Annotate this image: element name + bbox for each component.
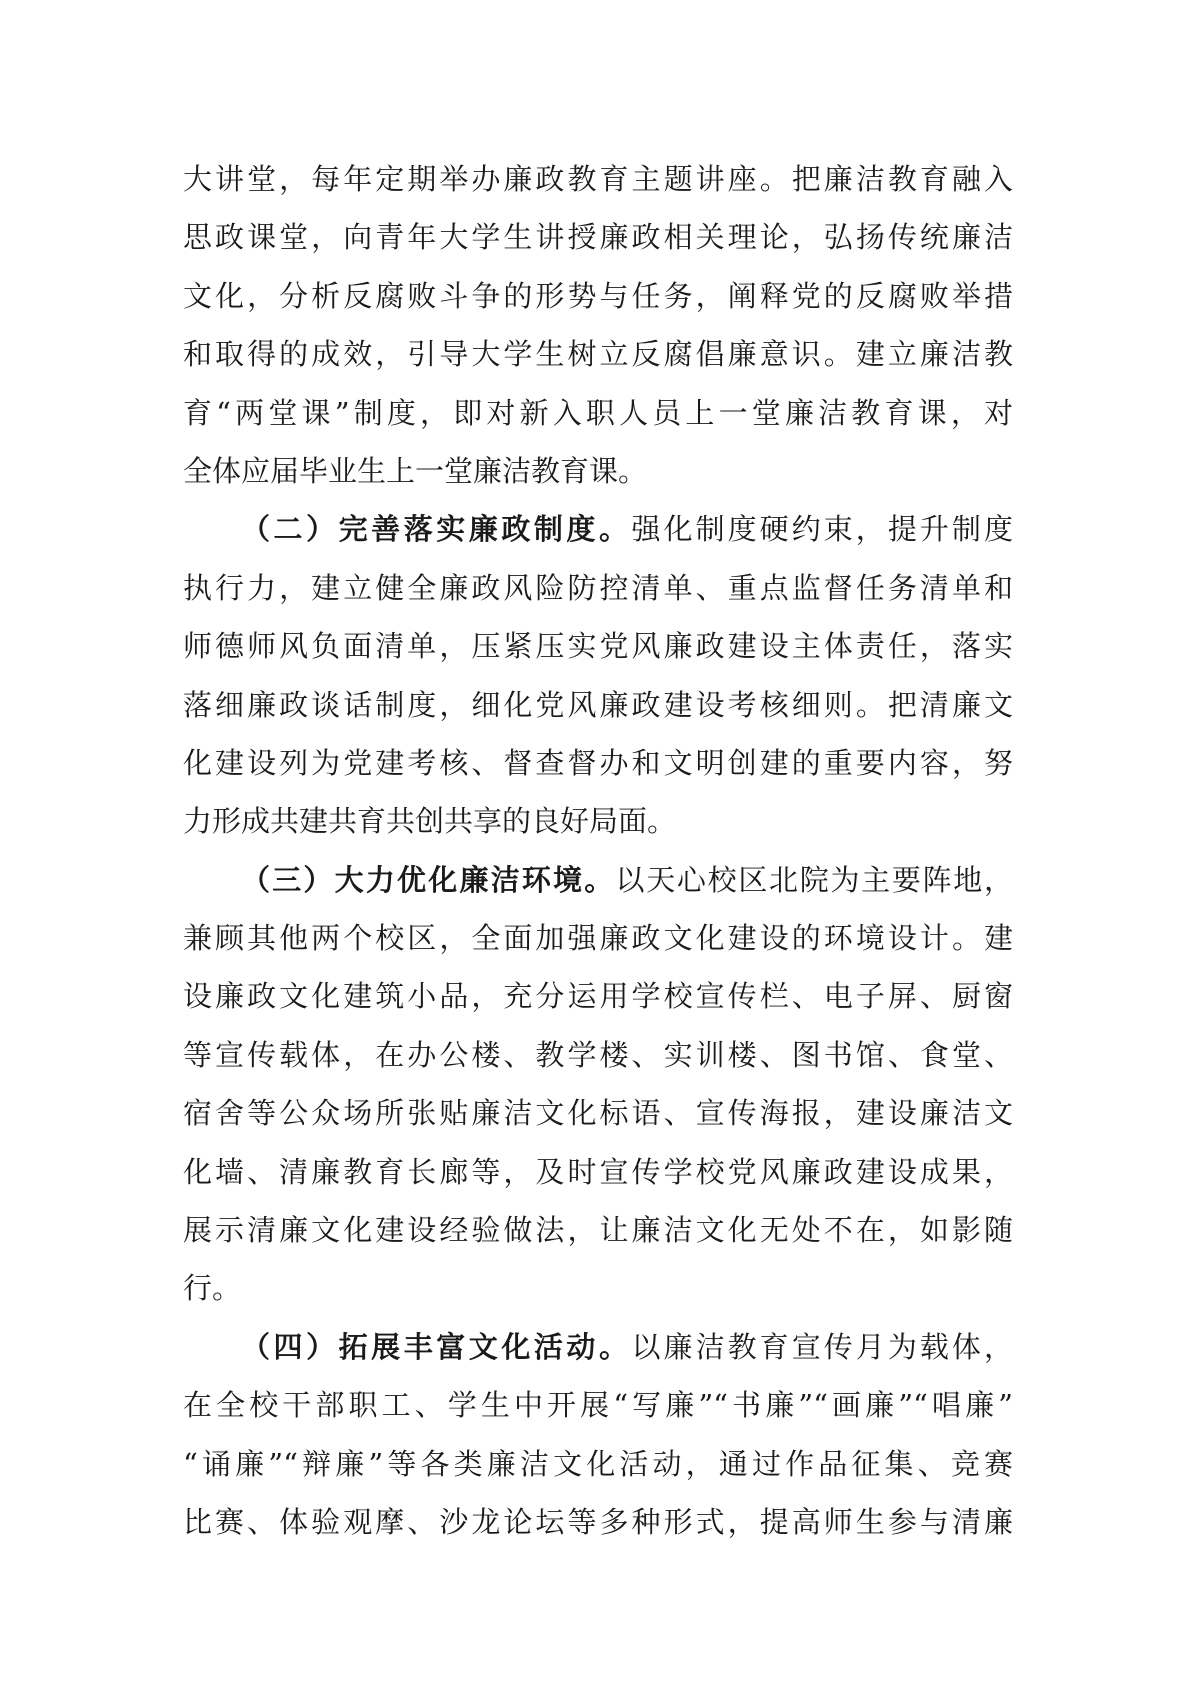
- section-lead-text: 强化制度硬约束，提升制度: [631, 512, 1013, 547]
- text-line: 在全校干部职工、学生中开展“写廉”“书廉”“画廉”“唱廉”: [183, 1388, 1013, 1423]
- text-line: 等宣传载体，在办公楼、教学楼、实训楼、图书馆、食堂、: [183, 1037, 1013, 1072]
- paragraph-section-4: [183, 1318, 1013, 1552]
- text-line: 大讲堂，每年定期举办廉政教育主题讲座。把廉洁教育融入: [183, 162, 1013, 196]
- section-heading: （二）完善落实廉政制度。: [241, 512, 632, 547]
- section-first-line: [183, 500, 1013, 558]
- section-first-line: [183, 851, 1013, 909]
- text-line: 思政课堂，向青年大学生讲授廉政相关理论，弘扬传统廉洁: [183, 220, 1013, 255]
- text-line: 全体应届毕业生上一堂廉洁教育课。: [183, 453, 648, 488]
- section-heading: （四）拓展丰富文化活动。: [241, 1329, 632, 1364]
- paragraph-section-2: [183, 500, 1013, 850]
- section-lead-text: 以廉洁教育宣传月为载体，: [631, 1329, 1013, 1364]
- text-line: 兼顾其他两个校区，全面加强廉政文化建设的环境设计。建: [183, 921, 1013, 956]
- text-line: 育“两堂课”制度，即对新入职人员上一堂廉洁教育课，对: [183, 395, 1013, 430]
- text-line: 比赛、体验观摩、沙龙论坛等多种形式，提高师生参与清廉: [183, 1504, 1013, 1539]
- text-line: “诵廉”“辩廉”等各类廉洁文化活动，通过作品征集、竞赛: [183, 1446, 1013, 1481]
- text-line: 落细廉政谈话制度，细化党风廉政建设考核细则。把清廉文: [183, 687, 1013, 722]
- text-line: 文化，分析反腐败斗争的形势与任务，阐释党的反腐败举措: [183, 278, 1013, 313]
- text-line: 化建设列为党建考核、督查督办和文明创建的重要内容，努: [183, 745, 1013, 780]
- text-line: 宿舍等公众场所张贴廉洁文化标语、宣传海报，建设廉洁文: [183, 1096, 1013, 1131]
- text-line: 行。: [183, 1271, 242, 1306]
- text-line: 力形成共建共育共创共享的良好局面。: [183, 804, 677, 839]
- text-line: 师德师风负面清单，压紧压实党风廉政建设主体责任，落实: [183, 629, 1013, 664]
- text-line: 执行力，建立健全廉政风险防控清单、重点监督任务清单和: [183, 570, 1013, 605]
- text-line: 和取得的成效，引导大学生树立反腐倡廉意识。建立廉洁教: [183, 337, 1013, 372]
- section-first-line: [183, 1318, 1013, 1376]
- paragraph-section-3: [183, 851, 1013, 1318]
- paragraph-continuation: [183, 150, 1013, 500]
- section-lead-text: 以天心校区北院为主要阵地，: [615, 862, 1013, 897]
- text-line: 展示清廉文化建设经验做法，让廉洁文化无处不在，如影随: [183, 1213, 1013, 1248]
- text-line: 设廉政文化建筑小品，充分运用学校宣传栏、电子屏、厨窗: [183, 979, 1013, 1014]
- document-body: [183, 150, 1013, 1551]
- section-heading: （三）大力优化廉洁环境。: [241, 862, 616, 897]
- text-line: 化墙、清廉教育长廊等，及时宣传学校党风廉政建设成果，: [183, 1154, 1013, 1189]
